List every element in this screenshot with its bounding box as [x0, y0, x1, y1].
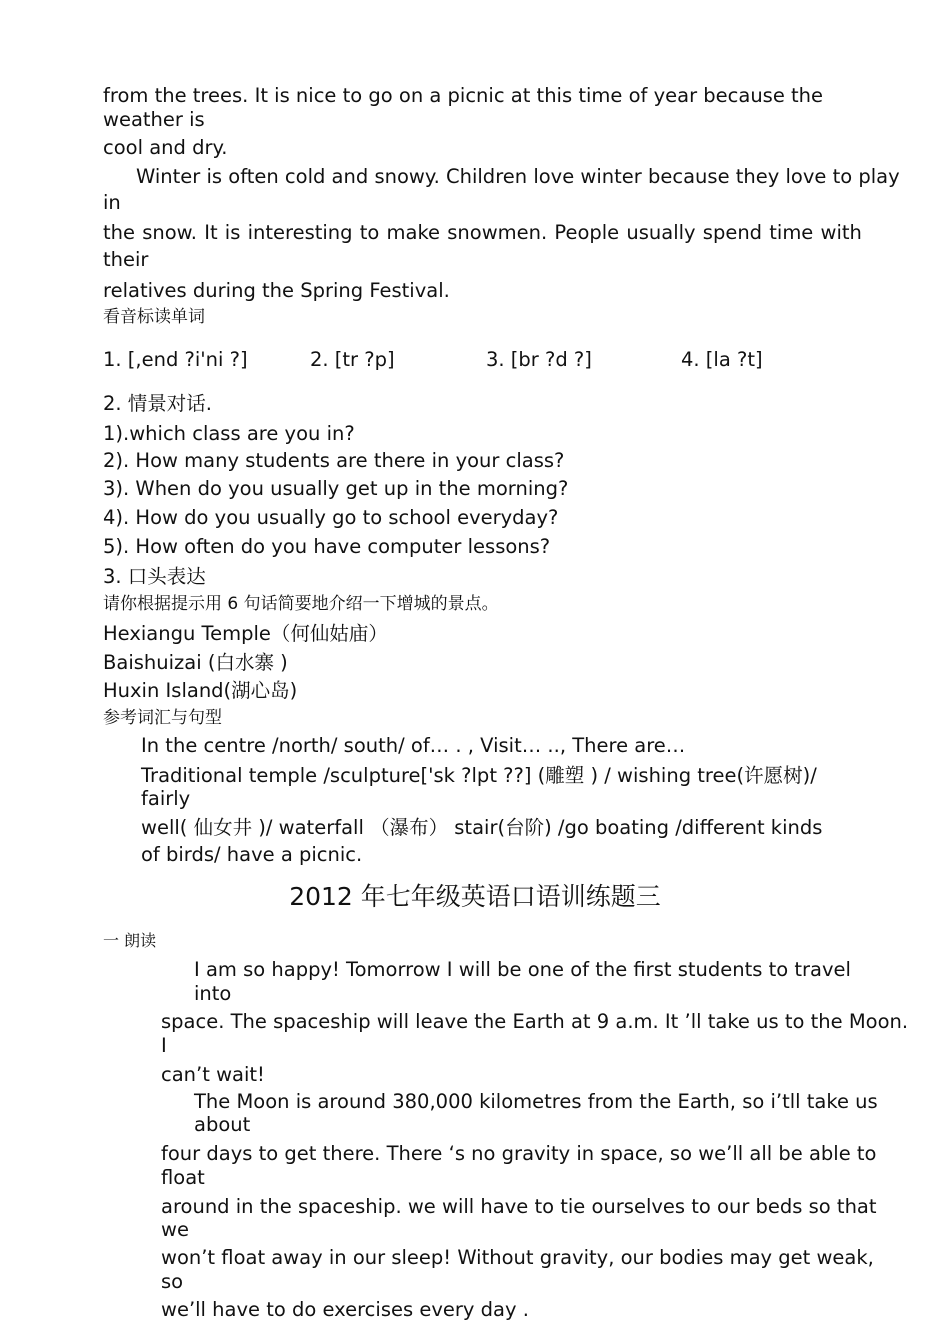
reading-line: we’ll have to do exercises every day . — [161, 1298, 529, 1321]
reading-line: we — [161, 1218, 189, 1241]
reference-line: well( 仙女井 )/ waterfall （瀑布） stair(台阶) /go boating /different kinds — [141, 816, 823, 839]
dialogue-question: 5). How often do you have computer lessons? — [103, 535, 551, 558]
dialogue-heading: 2. 情景对话. — [103, 392, 213, 415]
reading-line: can’t wait! — [161, 1063, 265, 1086]
phonetic-item: 1. [,end ?i'ni ?] — [103, 348, 248, 371]
dialogue-question: 2). How many students are there in your class? — [103, 449, 565, 472]
oral-instruction: 请你根据提示用 6 句话简要地介绍一下增城的景点。 — [103, 594, 499, 614]
reading-heading: 一 朗读 — [103, 931, 157, 950]
reading-line: float — [161, 1166, 205, 1189]
reference-line: fairly — [141, 787, 191, 810]
reading-line: around in the spaceship. we will have to tie ourselves to our beds so that — [161, 1195, 877, 1218]
reading-line: so — [161, 1270, 184, 1293]
phonetics-heading: 看音标读单词 — [103, 307, 205, 327]
reading-line: space. The spaceship will leave the Earth at 9 a.m. It ’ll take us to the Moon. — [161, 1010, 909, 1033]
passage-line: relatives during the Spring Festival. — [103, 279, 450, 302]
phonetic-item: 3. [br ?d ?] — [486, 348, 592, 371]
reading-line: four days to get there. There ‘s no gravity in space, so we’ll all be able to — [161, 1142, 877, 1165]
passage-line: from the trees. It is nice to go on a picnic at this time of year because the — [103, 84, 824, 107]
reading-line: won’t float away in our sleep! Without gravity, our bodies may get weak, — [161, 1246, 874, 1269]
reference-line: In the centre /north/ south/ of… . , Visit… .., There are… — [141, 734, 686, 757]
reading-line: into — [194, 982, 232, 1005]
place-item: Baishuizai (白水寨 ) — [103, 651, 288, 674]
section-title: 2012 年七年级英语口语训练题三 — [289, 882, 661, 911]
passage-line: in — [103, 191, 121, 214]
passage-line: the snow. It is interesting to make snowmen. People usually spend time with — [103, 221, 862, 244]
passage-line: their — [103, 248, 149, 271]
reference-heading: 参考词汇与句型 — [103, 708, 222, 728]
reading-line: The Moon is around 380,000 kilometres from the Earth, so i’tll take us — [194, 1090, 878, 1113]
reference-line: of birds/ have a picnic. — [141, 843, 363, 866]
passage-line: cool and dry. — [103, 136, 228, 159]
phonetic-item: 2. [tr ?p] — [310, 348, 395, 371]
reading-line: about — [194, 1113, 251, 1136]
dialogue-question: 4). How do you usually go to school everyday? — [103, 506, 559, 529]
dialogue-question: 1).which class are you in? — [103, 422, 355, 445]
reading-line: I — [161, 1034, 167, 1057]
dialogue-question: 3). When do you usually get up in the morning? — [103, 477, 569, 500]
passage-line: Winter is often cold and snowy. Children love winter because they love to play — [136, 165, 900, 188]
place-item: Hexiangu Temple（何仙姑庙） — [103, 622, 388, 645]
phonetic-item: 4. [la ?t] — [681, 348, 763, 371]
reading-line: I am so happy! Tomorrow I will be one of the first students to travel — [194, 958, 851, 981]
oral-heading: 3. 口头表达 — [103, 565, 206, 588]
passage-line: weather is — [103, 108, 205, 131]
reference-line: Traditional temple /sculpture['sk ?lpt ??] (雕塑 ) / wishing tree(许愿树)/ — [141, 764, 817, 787]
place-item: Huxin Island(湖心岛) — [103, 679, 298, 702]
